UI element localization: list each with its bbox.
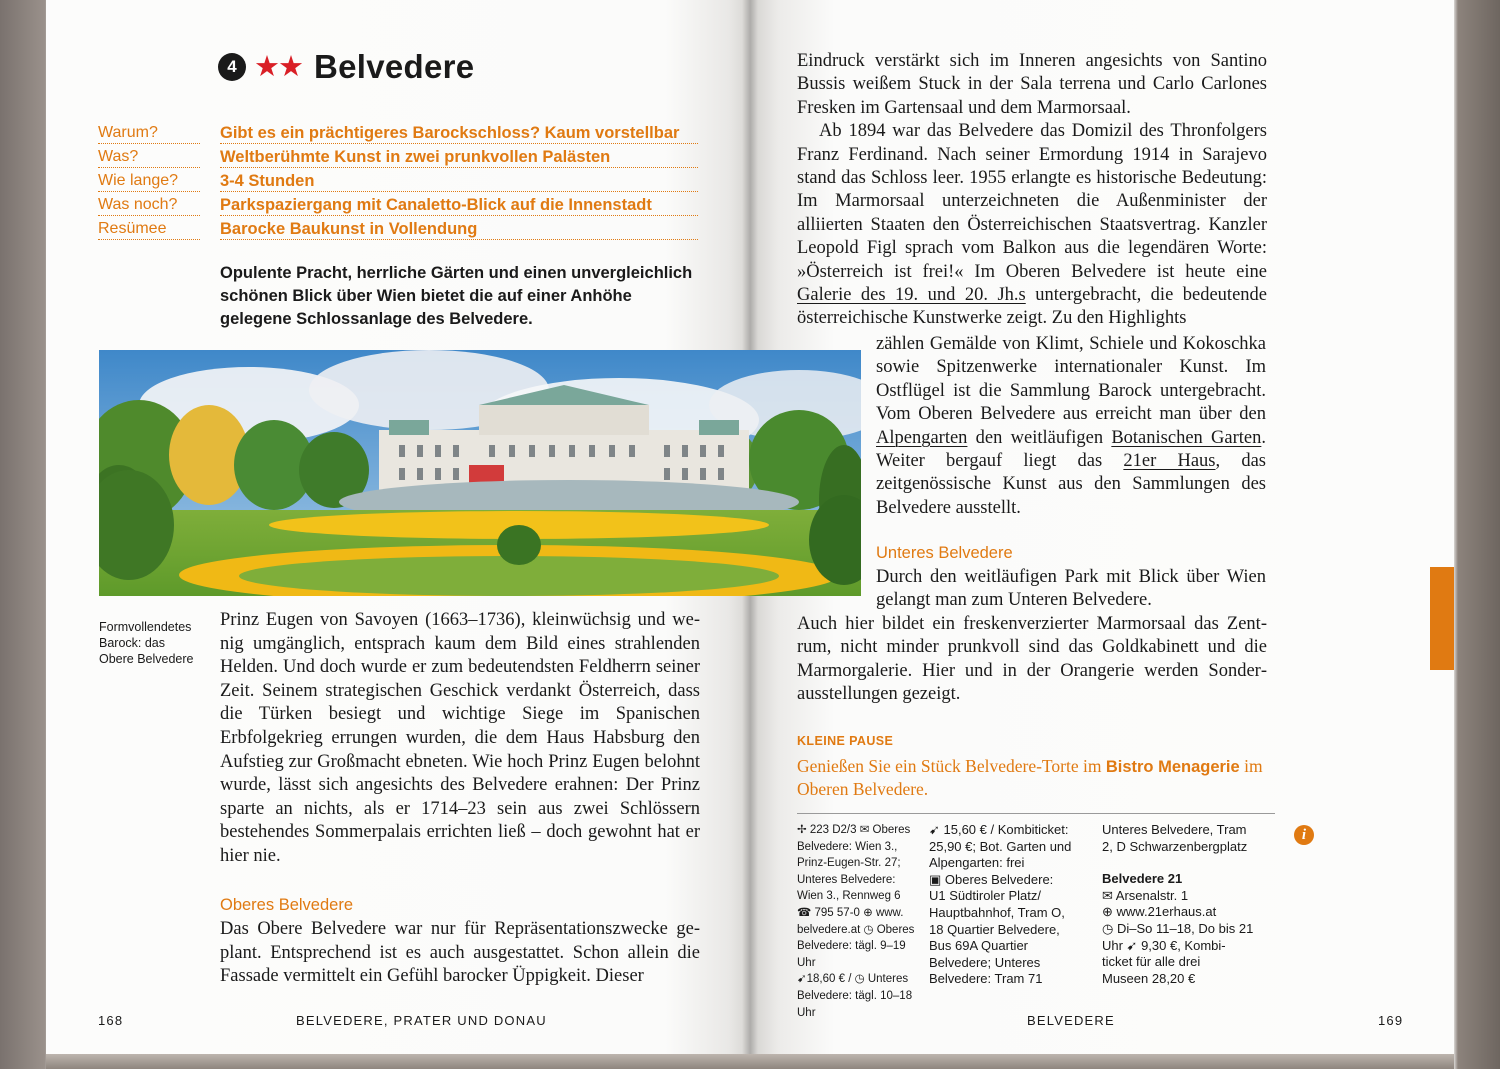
- body-text-right-2: [876, 333, 1266, 520]
- link-alpengarten[interactable]: Alpengarten: [876, 427, 968, 448]
- info-line: Wien 3., Rennweg 6: [797, 890, 901, 903]
- body-text-left-1: Prinz Eugen von Savoyen (1663–1736), kleinwüchsig und wenig umgänglich, entsprach kaum dem Bild eines strahlenden Helden. Und doch wurde er zum bedeutendsten Feldherrn seiner Zeit. Seinem strategischen Geschick verdankt Österreich, dass die Türken besiegt und wichtige Siege im Spanischen Erbfolgekrieg errungen wurden, die dem Haus Habsburg den Aufstieg zur Großmacht ebneten. Wie hoch Prinz Eugen belohnt wurde, lässt sich angesichts des Belvedere erahnen: Der Prinz sparte an nichts, als er 1714–23 sein aus zwei Schlössern bestehendes Sommerpalais errichten ließ – doch gewohnt hat er hier nie.: [220, 610, 700, 866]
- body-text-right-4: Auch hier bildet ein freskenverzierter Marmorsaal das Zentrum, nicht minder prunkvoll sind das Goldkabinett und die Marmorgalerie. Hier und in der Orangerie werden Sonderausstellungen gezeigt.: [797, 614, 1267, 705]
- info-heading: [1102, 871, 1272, 888]
- info-column-3: [1102, 822, 1272, 987]
- fact-value: Weltberühmte Kunst in zwei prunkvollen Palästen: [220, 144, 698, 168]
- fact-row: [98, 120, 698, 144]
- info-line: 2, D Schwarzenbergplatz: [1102, 838, 1248, 854]
- info-column-1: [797, 822, 927, 1021]
- pause-heading: KLEINE PAUSE: [797, 734, 894, 748]
- info-line: 18 Quartier Belvedere,: [929, 921, 1060, 937]
- spacer: [1102, 855, 1272, 871]
- fact-value: 3-4 Stunden: [220, 168, 698, 192]
- subhead-unteres-belvedere: Unteres Belvedere: [876, 544, 1013, 562]
- info-icon: i: [1294, 825, 1314, 845]
- page-stack-edge: [46, 1054, 1454, 1069]
- link-galerie[interactable]: Galerie des 19. und 20. Jh.s: [797, 285, 1026, 306]
- chapter-thumb-tab: [1430, 567, 1454, 670]
- fact-value: Parkspaziergang mit Canaletto-Blick auf die Innenstadt: [220, 192, 698, 216]
- info-line: Belvedere: tägl. 9–19 Uhr: [797, 940, 906, 969]
- fact-row: [98, 144, 698, 168]
- page-number-left: 168: [98, 1013, 124, 1028]
- info-line: ➹18,60 € / ◷ Unteres: [797, 973, 909, 986]
- fact-row: [98, 216, 698, 240]
- paragraph-text: Eindruck verstärkt sich im Inneren angesichts von Santino Bussis weißem Stuck in der Sala terrena und Carlo Carlones Fresken im Gartensaal und dem Marmorsaal.: [797, 51, 1267, 118]
- info-line: ✢ 223 D2/3 ✉ Oberes: [797, 824, 911, 836]
- body-text-right-1: [797, 50, 1267, 331]
- info-line: ✉ Arsenalstr. 1: [1102, 887, 1189, 903]
- belvedere-photo: [99, 350, 861, 596]
- info-divider: [797, 813, 1275, 814]
- link-21er-haus[interactable]: 21er Haus: [1123, 451, 1216, 472]
- info-line: ➹ 15,60 € / Kombiticket:: [929, 822, 1069, 837]
- info-line: Belvedere: Tram 71: [929, 971, 1043, 987]
- info-line: Belvedere: Wien 3.,: [797, 840, 898, 853]
- info-line: ⊕ www.21erhaus.at: [1102, 904, 1217, 920]
- fact-row: [98, 192, 698, 216]
- number-badge: 4: [218, 53, 246, 81]
- link-botanischer-garten[interactable]: Botanischen Garten: [1111, 427, 1262, 448]
- info-line: Uhr ➹ 9,30 €, Kombi-: [1102, 937, 1226, 953]
- pause-text: [797, 755, 1277, 800]
- running-head-right: BELVEDERE: [1027, 1013, 1115, 1028]
- fact-key: Wie lange?: [98, 168, 200, 192]
- info-column-2: [929, 822, 1094, 988]
- bistro-name: Bistro Menagerie: [1105, 758, 1240, 776]
- text-run: Ab 1894 war das Belvedere das Domizil des Thronfolgers Franz Ferdinand. Nach seiner Ermordung 1914 in Sarajevo stand das Schloss leer. 1955 erlangte es historische Bedeutung: Im Marmorsaal unterzeichneten die Außenminister der alliierten Staaten den Österreichischen Staatsvertrag. Kanzler Leopold Figl sprach vom Balkon aus die legendären Worte: »Österreich ist frei!« Im Oberen Belvedere ist heute eine: [797, 121, 1267, 282]
- photo-caption: Formvollendetes Barock: das Obere Belvedere: [99, 620, 194, 666]
- page-title: Belvedere: [314, 48, 475, 85]
- text-run: zählen Gemälde von Klimt, Schiele und Kokoschka sowie Spitzenwerke internationaler Kunst. Im Ostflügel ist die Sammlung Barock untergebracht. Vom Oberen Belvedere aus erreicht man über den: [876, 334, 1266, 425]
- fact-value: Gibt es ein prächtigeres Barockschloss? Kaum vorstellbar: [220, 120, 698, 144]
- intro-paragraph: Opulente Pracht, herrliche Gärten und einen unvergleichlich schönen Blick über Wien bietet die auf einer Anhöhe gelegene Schlossanlage des Belvedere.: [220, 264, 693, 328]
- info-line: ◷ Di–So 11–18, Do bis 21: [1102, 920, 1254, 936]
- info-line: Hauptbahnhof, Tram O,: [929, 904, 1065, 920]
- fact-key: Warum?: [98, 120, 200, 144]
- info-line: Unteres Belvedere, Tram: [1102, 822, 1247, 837]
- info-line: U1 Südtiroler Platz/: [929, 888, 1041, 904]
- info-line: ticket für alle drei: [1102, 954, 1201, 970]
- body-text-left-2: Das Obere Belvedere war nur für Repräsentationszwecke geplant. Entsprechend ist es auch ausgestattet. Schon allein die Fassade vermittelt ein Gefühl barocker Üppigkeit. Dieser: [220, 919, 700, 987]
- info-line: Bus 69A Quartier: [929, 938, 1028, 954]
- info-line: ☎ 795 57-0 ⊕ www.: [797, 906, 904, 919]
- text-run: , das zeitgenössische Kunst aus den Sammlungen des Belvedere ausstellt.: [876, 451, 1266, 518]
- info-line: 25,90 €; Bot. Garten und: [929, 838, 1072, 854]
- fact-value: Barocke Baukunst in Vollendung: [220, 216, 698, 240]
- running-head-left: BELVEDERE, PRATER UND DONAU: [296, 1013, 547, 1028]
- text-run: den weitläufigen: [967, 427, 1112, 448]
- info-line: Alpengarten: frei: [929, 855, 1025, 871]
- info-line: belvedere.at ◷ Oberes: [797, 923, 915, 936]
- page-number-right: 169: [1378, 1013, 1404, 1028]
- facts-table: [98, 120, 698, 240]
- fact-key: Was?: [98, 144, 200, 168]
- chapter-title: [218, 48, 474, 86]
- belvedere-21-heading: Belvedere 21: [1102, 871, 1183, 887]
- info-line: Museen 28,20 €: [1102, 970, 1196, 986]
- body-text-right-3: Durch den weitläufigen Park mit Blick über Wien gelangt man zum Unteren Belvedere.: [876, 567, 1266, 611]
- text-run: Genießen Sie ein Stück Belvedere-Torte im: [797, 756, 1106, 776]
- text-run: . Weiter bergauf liegt das: [876, 427, 1266, 472]
- star-icon: ★★: [254, 50, 302, 83]
- info-line: ▣ Oberes Belvedere:: [929, 871, 1054, 887]
- paragraph-text: [797, 120, 1267, 331]
- info-line: Belvedere; Unteres: [929, 954, 1041, 970]
- info-line: Belvedere: tägl. 10–18 Uhr: [797, 989, 913, 1019]
- fact-key: Was noch?: [98, 192, 200, 216]
- info-line: Prinz-Eugen-Str. 27;: [797, 857, 901, 870]
- text-run: im Oberen Belvedere.: [797, 756, 1263, 799]
- text-run: untergebracht, die bedeutende österreichische Kunstwerke zeigt. Zu den Highlights: [797, 285, 1267, 329]
- subhead-oberes-belvedere: Oberes Belvedere: [220, 896, 353, 914]
- fact-key: Resümee: [98, 216, 200, 240]
- info-line: Unteres Belvedere:: [797, 873, 896, 886]
- fact-row: [98, 168, 698, 192]
